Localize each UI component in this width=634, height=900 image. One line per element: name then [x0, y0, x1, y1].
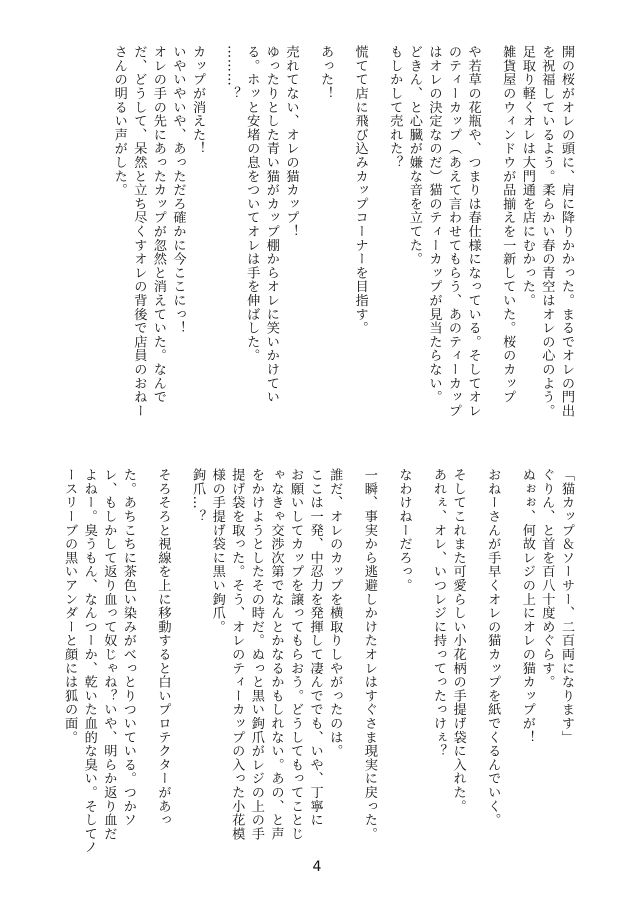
- text-line: 慌てて店に飛び込みカップコーナーを目指す。: [352, 45, 368, 335]
- text-line: 「猫カップ＆ソーサー、二百両になります」: [559, 468, 574, 744]
- text-line: 様の手提げ袋に黒い鉤爪。: [209, 468, 225, 634]
- text-line: お願いしてカップを譲ってもらおう。どうしてもってことじ: [288, 468, 304, 841]
- text-line: ゃなきゃ交渉次第でなんとかなるかもしれない。あの、と声: [268, 468, 284, 841]
- text-line: 足取り軽くオレは大門通を店にむかった。: [519, 45, 535, 308]
- text-line: さんの明るい声がした。: [111, 45, 127, 197]
- text-line: はオレの決定なのだ）猫のティーカップが見当たらない。: [426, 45, 442, 404]
- text-line: 開の桜がオレの頭に、肩に降りかかった。まるでオレの門出: [559, 45, 574, 418]
- text-line: ぐりん、と首を百八十度めぐらす。: [539, 468, 555, 689]
- text-line: よねー。臭うもん、なんつーか、乾いた血的な臭い。そしてノ: [81, 468, 97, 855]
- text-line: 一瞬、事実から逃避しかけたオレはすぐさま現実に戻った。: [361, 468, 377, 841]
- text-line: なわけねーだろっ。: [396, 468, 412, 593]
- text-line: 売れてない、オレの猫カップ！: [283, 45, 299, 239]
- lower-text-block: [58, 468, 574, 868]
- text-line: あれぇ、オレ、いつレジに持ってったっけぇ？: [431, 468, 447, 758]
- text-line: や若草の花瓶や、つまりは春仕様になっている。そしてオレ: [465, 45, 481, 418]
- text-line: を祝福しているよう。柔らかい春の青空はオレの心のよう。: [539, 45, 555, 418]
- text-line: レ、もしかして返り血って奴じゃね？いや、明らか返り血だ: [101, 468, 117, 841]
- text-line: をかけようとしたその時だ。ぬっと黒い鉤爪がレジの上の手: [248, 468, 264, 841]
- text-line: ………？: [224, 45, 240, 101]
- text-line: ここは一発、中忍力を発揮して凄んででも、いや、丁寧に: [307, 468, 323, 827]
- text-line: 鉤爪…？: [190, 468, 206, 524]
- text-line: る。ホッと安堵の息をついてオレは手を伸ばした。: [244, 45, 260, 363]
- text-line: だ、どうして、呆然と立ち尽くすオレの背後で店員のおねー: [131, 45, 147, 418]
- text-line: おねーさんが手早くオレの猫カップを紙でくるんでいく。: [485, 468, 501, 827]
- text-line: あった！: [318, 45, 334, 101]
- text-line: ゆったりとした青い猫がカップ棚からオレに笑いかけてい: [263, 45, 279, 404]
- text-line: カップが消えた！: [190, 45, 206, 156]
- upper-text-block: [107, 45, 574, 445]
- text-line: オレの手の先にあったカップが忽然と消えていた。なんで: [150, 45, 166, 404]
- text-line: もしかして売れた？: [387, 45, 403, 170]
- text-line: そろそろと視線を上に移動すると白いプロテクターがあっ: [155, 468, 171, 827]
- text-line: 雑貨屋のウィンドウが品揃えを一新していた。桜のカップ: [500, 45, 516, 404]
- text-line: ースリーブの黒いアンダーと顔には狐の面。: [62, 468, 78, 744]
- text-line: そしてこれまた可愛らしい小花柄の手提げ袋に入れた。: [450, 468, 466, 813]
- text-line: いやいやいや、あっただろ確かに今ここにっ！: [170, 45, 186, 335]
- page-number: 4: [312, 859, 322, 875]
- text-line: 提げ袋を取った。そう、オレのティーカップの入った小花模: [229, 468, 245, 841]
- text-line: のティーカップ（あえて言わせてもらう、あのティーカップ: [446, 45, 462, 418]
- text-line: ぬぉぉ、何故レジの上にオレの猫カップが！: [519, 468, 535, 744]
- text-line: た。あちこちに茶色い染みがべっとりついている。つかソ: [120, 468, 136, 827]
- text-line: 誰だ、オレのカップを横取りしやがったのは。: [327, 468, 343, 758]
- text-line: どきん、と心臓が嫌な音を立てた。: [406, 45, 422, 266]
